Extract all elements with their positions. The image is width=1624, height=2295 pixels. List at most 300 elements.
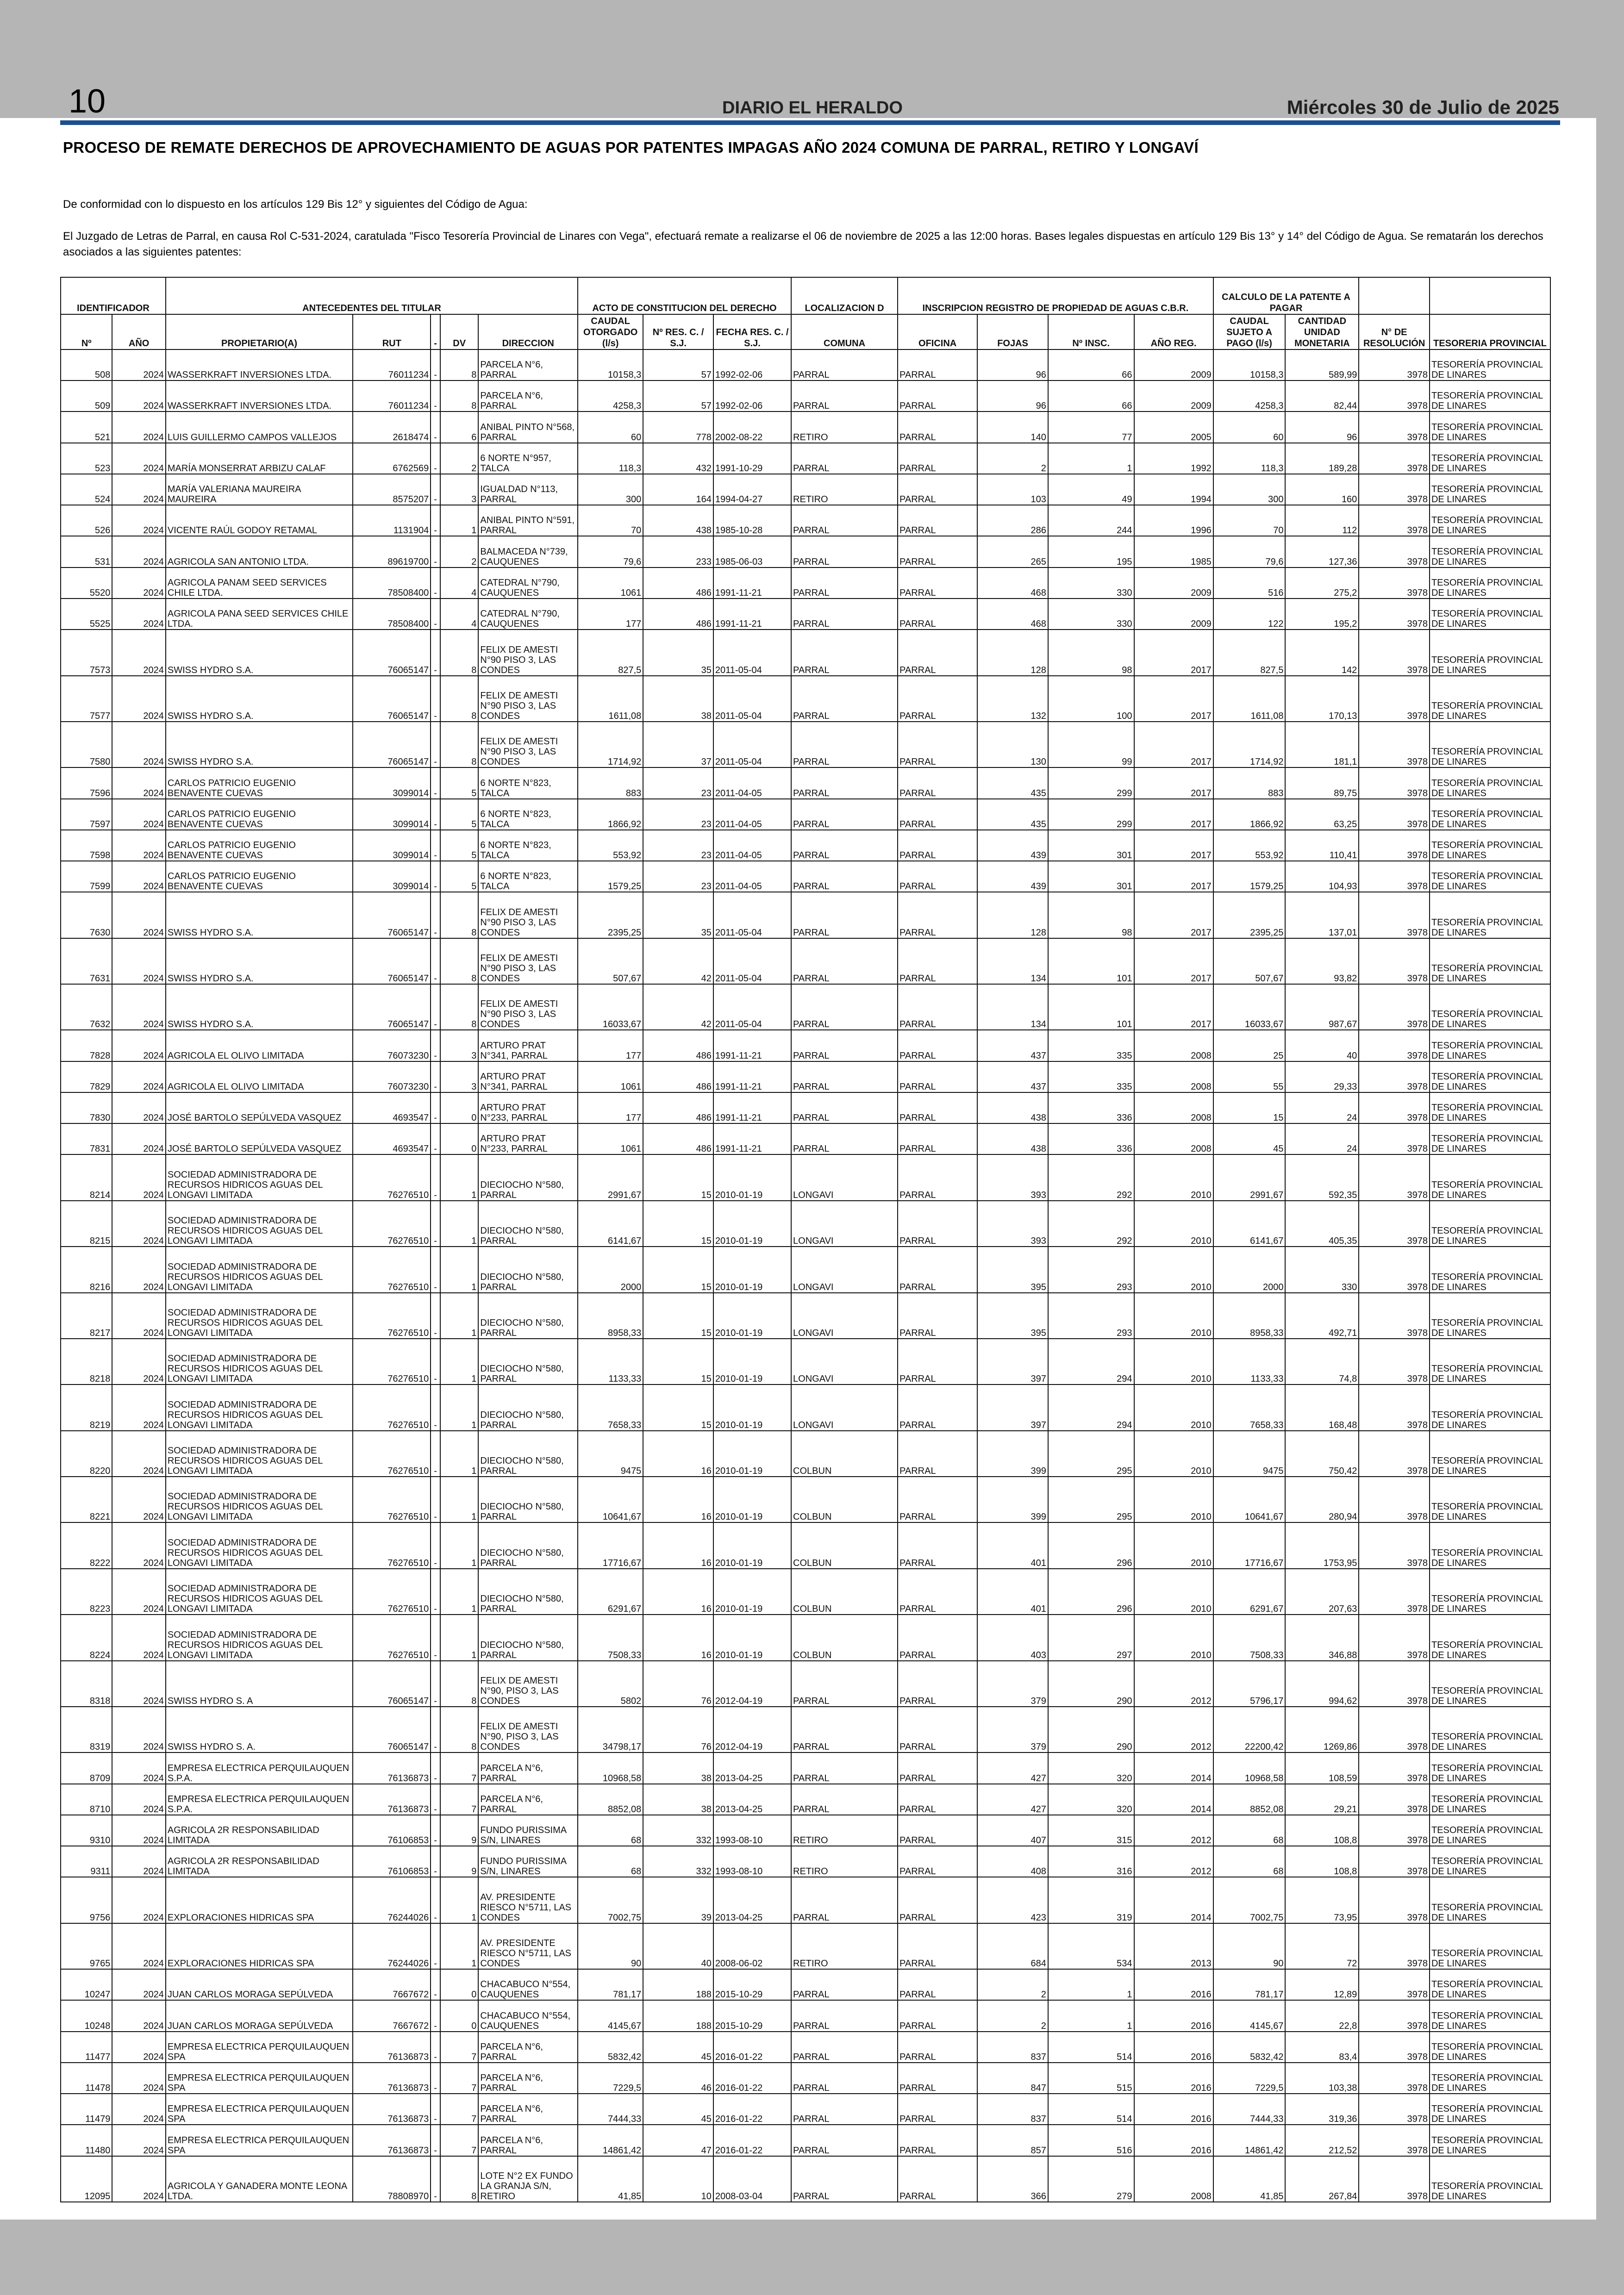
table-cell: DIECIOCHO N°580, PARRAL — [478, 1522, 578, 1568]
table-cell: PARRAL — [898, 630, 977, 675]
table-cell: 292 — [1048, 1154, 1134, 1200]
table-cell: 1993-08-10 — [713, 1815, 791, 1846]
table-cell: PARRAL — [898, 1247, 977, 1292]
table-cell: COLBUN — [791, 1477, 898, 1522]
table-cell: 76276510 — [353, 1431, 431, 1477]
table-cell: 2008 — [1134, 2156, 1213, 2202]
table-cell: 76011234 — [353, 349, 431, 380]
table-cell: 2024 — [112, 568, 166, 599]
table-cell: 3978 — [1359, 1877, 1430, 1923]
table-cell: 76073230 — [353, 1061, 431, 1092]
table-cell: - — [431, 630, 440, 675]
table-cell: PARRAL — [898, 1923, 977, 1969]
table-row — [61, 799, 1550, 830]
table-cell: 2024 — [112, 1030, 166, 1061]
table-cell: 2 — [977, 1969, 1048, 2000]
table-cell: 2015-10-29 — [713, 2000, 791, 2031]
table-cell: 6 — [440, 412, 479, 443]
table-cell: TESORERÍA PROVINCIAL DE LINARES — [1430, 2125, 1550, 2156]
table-row — [61, 2000, 1550, 2031]
table-cell: 2395,25 — [1213, 892, 1286, 938]
table-cell: 104,93 — [1285, 861, 1359, 892]
table-cell: 207,63 — [1285, 1569, 1359, 1615]
table-cell: JUAN CARLOS MORAGA SEPÚLVEDA — [166, 2000, 353, 2031]
table-cell: PARRAL — [791, 1030, 898, 1061]
table-cell: 1 — [440, 1247, 479, 1292]
table-cell: 437 — [977, 1061, 1048, 1092]
table-cell: PARRAL — [898, 2094, 977, 2125]
table-row — [61, 505, 1550, 536]
table-cell: 2024 — [112, 2156, 166, 2202]
table-cell: 98 — [1048, 630, 1134, 675]
group-empty-2 — [1430, 277, 1550, 314]
table-cell: 45 — [1213, 1123, 1286, 1154]
table-row — [61, 1339, 1550, 1384]
table-cell: 1 — [440, 1431, 479, 1477]
table-cell: TESORERÍA PROVINCIAL DE LINARES — [1430, 1154, 1550, 1200]
column-header: CANTIDAD UNIDAD MONETARIA — [1285, 314, 1359, 349]
table-cell: COLBUN — [791, 1522, 898, 1568]
table-cell: 2017 — [1134, 984, 1213, 1030]
table-cell: 9475 — [578, 1431, 643, 1477]
table-cell: TESORERÍA PROVINCIAL DE LINARES — [1430, 1123, 1550, 1154]
table-cell: 15 — [643, 1339, 713, 1384]
table-cell: TESORERÍA PROVINCIAL DE LINARES — [1430, 2156, 1550, 2202]
table-cell: 6141,67 — [1213, 1201, 1286, 1247]
table-cell: 290 — [1048, 1707, 1134, 1752]
table-cell: DIECIOCHO N°580, PARRAL — [478, 1247, 578, 1292]
table-cell: 2991,67 — [1213, 1154, 1286, 1200]
table-cell: PARRAL — [898, 380, 977, 412]
table-cell: 39 — [643, 1877, 713, 1923]
table-cell: 2010 — [1134, 1384, 1213, 1430]
table-cell: - — [431, 1661, 440, 1707]
table-cell: TESORERÍA PROVINCIAL DE LINARES — [1430, 1061, 1550, 1092]
table-cell: 8 — [440, 892, 479, 938]
table-cell: 3 — [440, 1061, 479, 1092]
table-cell: FELIX DE AMESTI N°90 PISO 3, LAS CONDES — [478, 938, 578, 984]
table-cell: 7829 — [61, 1061, 112, 1092]
table-cell: 3978 — [1359, 474, 1430, 505]
table-cell: 366 — [977, 2156, 1048, 2202]
table-cell: 96 — [977, 380, 1048, 412]
table-cell: 1 — [1048, 443, 1134, 474]
table-cell: - — [431, 1092, 440, 1123]
table-cell: PARRAL — [898, 1201, 977, 1247]
table-cell: PARRAL — [898, 1431, 977, 1477]
table-cell: 1 — [440, 1877, 479, 1923]
table-cell: 439 — [977, 861, 1048, 892]
table-cell: 3978 — [1359, 722, 1430, 767]
table-cell: TESORERÍA PROVINCIAL DE LINARES — [1430, 1969, 1550, 2000]
table-row — [61, 1661, 1550, 1707]
table-cell: 299 — [1048, 799, 1134, 830]
table-cell: TESORERÍA PROVINCIAL DE LINARES — [1430, 443, 1550, 474]
table-cell: 3978 — [1359, 1615, 1430, 1660]
table-cell: 379 — [977, 1661, 1048, 1707]
table-cell: 1579,25 — [1213, 861, 1286, 892]
table-row — [61, 599, 1550, 630]
table-cell: 4145,67 — [578, 2000, 643, 2031]
table-cell: 294 — [1048, 1339, 1134, 1384]
table-cell: 57 — [643, 349, 713, 380]
table-cell: 2024 — [112, 799, 166, 830]
table-cell: 1 — [440, 505, 479, 536]
table-cell: 7667672 — [353, 2000, 431, 2031]
table-cell: 128 — [977, 630, 1048, 675]
table-cell: EXPLORACIONES HIDRICAS SPA — [166, 1923, 353, 1969]
table-cell: 2010 — [1134, 1339, 1213, 1384]
table-cell: EMPRESA ELECTRICA PERQUILAUQUEN SPA — [166, 2032, 353, 2063]
table-cell: 3978 — [1359, 630, 1430, 675]
table-cell: 2024 — [112, 1923, 166, 1969]
table-cell: 38 — [643, 1784, 713, 1815]
table-cell: 29,33 — [1285, 1061, 1359, 1092]
table-cell: 2024 — [112, 1877, 166, 1923]
table-cell: 2024 — [112, 599, 166, 630]
table-cell: 2024 — [112, 2125, 166, 2156]
table-cell: 8223 — [61, 1569, 112, 1615]
table-cell: 2016-01-22 — [713, 2063, 791, 2094]
table-cell: 68 — [578, 1815, 643, 1846]
table-cell: PARRAL — [898, 1615, 977, 1660]
table-cell: DIECIOCHO N°580, PARRAL — [478, 1615, 578, 1660]
table-row — [61, 1877, 1550, 1923]
table-cell: 486 — [643, 1061, 713, 1092]
table-cell: PARRAL — [898, 1969, 977, 2000]
table-cell: 2024 — [112, 2000, 166, 2031]
table-cell: FELIX DE AMESTI N°90, PISO 3, LAS CONDES — [478, 1661, 578, 1707]
table-cell: 8224 — [61, 1615, 112, 1660]
table-row — [61, 1522, 1550, 1568]
table-cell: 2024 — [112, 1092, 166, 1123]
table-cell: EMPRESA ELECTRICA PERQUILAUQUEN SPA — [166, 2094, 353, 2125]
table-cell: SWISS HYDRO S. A — [166, 1661, 353, 1707]
table-cell: 301 — [1048, 830, 1134, 861]
table-cell: 5 — [440, 799, 479, 830]
table-cell: 296 — [1048, 1522, 1134, 1568]
table-cell: PARRAL — [791, 443, 898, 474]
table-cell: 3978 — [1359, 861, 1430, 892]
table-cell: 7828 — [61, 1030, 112, 1061]
table-cell: AGRICOLA Y GANADERA MONTE LEONA LTDA. — [166, 2156, 353, 2202]
table-cell: TESORERÍA PROVINCIAL DE LINARES — [1430, 630, 1550, 675]
table-cell: 1991-10-29 — [713, 443, 791, 474]
table-cell: 1 — [440, 1522, 479, 1568]
table-cell: 2010-01-19 — [713, 1384, 791, 1430]
table-cell: PARRAL — [791, 2156, 898, 2202]
table-cell: 2 — [440, 536, 479, 567]
table-cell: 2024 — [112, 349, 166, 380]
table-cell: - — [431, 349, 440, 380]
table-cell: 7667672 — [353, 1969, 431, 2000]
table-cell: 101 — [1048, 984, 1134, 1030]
table-cell: 76244026 — [353, 1923, 431, 1969]
table-cell: 68 — [578, 1846, 643, 1877]
table-cell: COLBUN — [791, 1615, 898, 1660]
table-row — [61, 1477, 1550, 1522]
table-cell: 486 — [643, 568, 713, 599]
table-cell: 17716,67 — [1213, 1522, 1286, 1568]
table-cell: 1993-08-10 — [713, 1846, 791, 1877]
table-cell: PARRAL — [898, 1061, 977, 1092]
table-cell: 4693547 — [353, 1123, 431, 1154]
table-cell: 435 — [977, 799, 1048, 830]
table-cell: TESORERÍA PROVINCIAL DE LINARES — [1430, 984, 1550, 1030]
table-cell: LONGAVI — [791, 1339, 898, 1384]
table-cell: 1 — [440, 1477, 479, 1522]
table-cell: EMPRESA ELECTRICA PERQUILAUQUEN S.P.A. — [166, 1752, 353, 1784]
table-cell: 2017 — [1134, 938, 1213, 984]
table-cell: 7577 — [61, 676, 112, 722]
table-cell: 8 — [440, 1661, 479, 1707]
table-cell: 3978 — [1359, 1707, 1430, 1752]
table-cell: 883 — [578, 767, 643, 798]
table-cell: 2010-01-19 — [713, 1477, 791, 1522]
table-cell: PARRAL — [791, 1877, 898, 1923]
table-cell: 847 — [977, 2063, 1048, 2094]
column-header: Nº INSC. — [1048, 314, 1134, 349]
table-cell: - — [431, 1969, 440, 2000]
table-cell: 3978 — [1359, 1784, 1430, 1815]
table-cell: 1 — [440, 1339, 479, 1384]
table-cell: PARRAL — [898, 1661, 977, 1707]
table-cell: 3978 — [1359, 568, 1430, 599]
table-cell: 1 — [1048, 2000, 1134, 2031]
table-cell: TESORERÍA PROVINCIAL DE LINARES — [1430, 2094, 1550, 2125]
table-cell: - — [431, 380, 440, 412]
table-cell: 2024 — [112, 412, 166, 443]
table-cell: 1061 — [578, 568, 643, 599]
table-cell: 3978 — [1359, 984, 1430, 1030]
table-cell: AGRICOLA EL OLIVO LIMITADA — [166, 1030, 353, 1061]
table-cell: 3978 — [1359, 2063, 1430, 2094]
column-header-row — [61, 314, 1550, 349]
table-cell: 265 — [977, 536, 1048, 567]
table-cell: 3978 — [1359, 1752, 1430, 1784]
table-cell: 2024 — [112, 380, 166, 412]
table-cell: - — [431, 1923, 440, 1969]
table-cell: SWISS HYDRO S.A. — [166, 630, 353, 675]
table-cell: TESORERÍA PROVINCIAL DE LINARES — [1430, 1569, 1550, 1615]
table-cell: 395 — [977, 1247, 1048, 1292]
table-cell: 408 — [977, 1846, 1048, 1877]
table-cell: 7444,33 — [578, 2094, 643, 2125]
table-cell: 332 — [643, 1846, 713, 1877]
table-cell: 2024 — [112, 830, 166, 861]
table-cell: 38 — [643, 1752, 713, 1784]
column-header: FOJAS — [977, 314, 1048, 349]
table-cell: JUAN CARLOS MORAGA SEPÚLVEDA — [166, 1969, 353, 2000]
table-cell: 24 — [1285, 1123, 1359, 1154]
table-cell: WASSERKRAFT INVERSIONES LTDA. — [166, 349, 353, 380]
table-cell: PARCELA N°6, PARRAL — [478, 1752, 578, 1784]
table-cell: 76276510 — [353, 1339, 431, 1384]
table-cell: 5525 — [61, 599, 112, 630]
table-cell: 293 — [1048, 1293, 1134, 1339]
table-cell: TESORERÍA PROVINCIAL DE LINARES — [1430, 676, 1550, 722]
table-cell: 8575207 — [353, 474, 431, 505]
table-cell: 2011-05-04 — [713, 630, 791, 675]
table-cell: PARCELA N°6, PARRAL — [478, 2063, 578, 2094]
table-cell: RETIRO — [791, 1846, 898, 1877]
table-cell: 1714,92 — [578, 722, 643, 767]
table-cell: 2016 — [1134, 2094, 1213, 2125]
table-cell: 2024 — [112, 1784, 166, 1815]
table-cell: 16033,67 — [1213, 984, 1286, 1030]
table-cell: 76136873 — [353, 2063, 431, 2094]
table-cell: 2024 — [112, 1201, 166, 1247]
table-cell: 1714,92 — [1213, 722, 1286, 767]
table-cell: 5832,42 — [1213, 2032, 1286, 2063]
table-cell: 1131904 — [353, 505, 431, 536]
table-row — [61, 568, 1550, 599]
table-cell: 8222 — [61, 1522, 112, 1568]
table-cell: 195 — [1048, 536, 1134, 567]
table-cell: PARRAL — [898, 676, 977, 722]
table-cell: 1 — [440, 1923, 479, 1969]
table-cell: 2011-05-04 — [713, 676, 791, 722]
table-cell: 1996 — [1134, 505, 1213, 536]
table-cell: 1991-11-21 — [713, 1030, 791, 1061]
table-cell: TESORERÍA PROVINCIAL DE LINARES — [1430, 938, 1550, 984]
table-cell: 435 — [977, 767, 1048, 798]
table-cell: 8221 — [61, 1477, 112, 1522]
table-cell: 3978 — [1359, 1569, 1430, 1615]
table-cell: 837 — [977, 2094, 1048, 2125]
table-cell: 168,48 — [1285, 1384, 1359, 1430]
table-cell: 9765 — [61, 1923, 112, 1969]
table-cell: 15 — [643, 1201, 713, 1247]
table-cell: 1061 — [578, 1123, 643, 1154]
table-cell: 523 — [61, 443, 112, 474]
table-cell: 292 — [1048, 1201, 1134, 1247]
table-cell: 76011234 — [353, 380, 431, 412]
table-cell: PARRAL — [791, 1784, 898, 1815]
table-body — [61, 349, 1550, 2202]
table-cell: 1 — [440, 1201, 479, 1247]
table-cell: 76276510 — [353, 1293, 431, 1339]
table-cell: 76 — [643, 1661, 713, 1707]
table-cell: 2010 — [1134, 1154, 1213, 1200]
table-cell: 2011-05-04 — [713, 892, 791, 938]
table-cell: 2024 — [112, 1815, 166, 1846]
table-cell: 23 — [643, 767, 713, 798]
table-cell: FELIX DE AMESTI N°90 PISO 3, LAS CONDES — [478, 722, 578, 767]
table-cell: 83,4 — [1285, 2032, 1359, 2063]
table-cell: 336 — [1048, 1123, 1134, 1154]
column-header: DV — [440, 314, 479, 349]
table-cell: 2010-01-19 — [713, 1154, 791, 1200]
notice-title: PROCESO DE REMATE DERECHOS DE APROVECHAMIENTO DE AGUAS POR PATENTES IMPAGAS AÑO 2024 COMUNA DE PARRAL, RETIRO Y LONGAVÍ — [63, 139, 1199, 156]
table-cell: PARRAL — [898, 1477, 977, 1522]
table-cell: 37 — [643, 722, 713, 767]
intro-paragraph-2: El Juzgado de Letras de Parral, en causa Rol C-531-2024, caratulada "Fisco Tesorería Provincial de Linares con Vega", efectuará remate a realizarse el 06 de noviembre de 2025 a las 12:00 horas. Bases legales dispuestas en artículo 129 Bis 13° y 14° del Código de Agua. Se rematarán los derechos asociados a las siguientes patentes: — [63, 230, 1543, 258]
table-cell: 2024 — [112, 630, 166, 675]
table-cell: 89,75 — [1285, 767, 1359, 798]
table-cell: 514 — [1048, 2032, 1134, 2063]
table-cell: 3978 — [1359, 1092, 1430, 1123]
table-cell: 320 — [1048, 1784, 1134, 1815]
table-cell: 0 — [440, 1092, 479, 1123]
table-row — [61, 2125, 1550, 2156]
table-cell: 509 — [61, 380, 112, 412]
table-cell: VICENTE RAÚL GODOY RETAMAL — [166, 505, 353, 536]
table-cell: - — [431, 599, 440, 630]
table-cell: TESORERÍA PROVINCIAL DE LINARES — [1430, 536, 1550, 567]
table-cell: 6291,67 — [578, 1569, 643, 1615]
table-cell: - — [431, 830, 440, 861]
table-cell: - — [431, 412, 440, 443]
table-cell: 2024 — [112, 1969, 166, 2000]
table-cell: 122 — [1213, 599, 1286, 630]
table-cell: 2000 — [1213, 1247, 1286, 1292]
table-cell: 300 — [578, 474, 643, 505]
table-cell: 212,52 — [1285, 2125, 1359, 2156]
table-cell: 4 — [440, 568, 479, 599]
table-cell: 8220 — [61, 1431, 112, 1477]
table-cell: 1991-11-21 — [713, 1061, 791, 1092]
table-cell: 110,41 — [1285, 830, 1359, 861]
table-cell: 468 — [977, 599, 1048, 630]
table-cell: 297 — [1048, 1615, 1134, 1660]
table-cell: DIECIOCHO N°580, PARRAL — [478, 1569, 578, 1615]
table-cell: 134 — [977, 984, 1048, 1030]
table-cell: 316 — [1048, 1846, 1134, 1877]
table-cell: 2024 — [112, 2063, 166, 2094]
table-cell: 330 — [1285, 1247, 1359, 1292]
table-cell: 994,62 — [1285, 1661, 1359, 1707]
table-cell: 2017 — [1134, 630, 1213, 675]
table-cell: 2010 — [1134, 1615, 1213, 1660]
table-cell: 5 — [440, 830, 479, 861]
table-cell: TESORERÍA PROVINCIAL DE LINARES — [1430, 380, 1550, 412]
table-cell: 35 — [643, 630, 713, 675]
table-cell: 118,3 — [1213, 443, 1286, 474]
table-cell: 7630 — [61, 892, 112, 938]
table-cell: TESORERÍA PROVINCIAL DE LINARES — [1430, 1815, 1550, 1846]
table-cell: LUIS GUILLERMO CAMPOS VALLEJOS — [166, 412, 353, 443]
table-cell: 7573 — [61, 630, 112, 675]
table-cell: 405,35 — [1285, 1201, 1359, 1247]
table-cell: 2017 — [1134, 861, 1213, 892]
table-cell: TESORERÍA PROVINCIAL DE LINARES — [1430, 474, 1550, 505]
table-cell: PARRAL — [898, 1293, 977, 1339]
table-cell: 3099014 — [353, 830, 431, 861]
column-header: AÑO — [112, 314, 166, 349]
table-cell: CATEDRAL N°790, CAUQUENES — [478, 568, 578, 599]
table-cell: 112 — [1285, 505, 1359, 536]
table-cell: 12,89 — [1285, 1969, 1359, 2000]
table-cell: 2014 — [1134, 1752, 1213, 1784]
table-cell: JOSÉ BARTOLO SEPÚLVEDA VASQUEZ — [166, 1123, 353, 1154]
table-cell: 2016 — [1134, 2125, 1213, 2156]
table-cell: 2008-06-02 — [713, 1923, 791, 1969]
table-cell: 295 — [1048, 1477, 1134, 1522]
table-cell: 280,94 — [1285, 1477, 1359, 1522]
table-cell: - — [431, 568, 440, 599]
table-row — [61, 1846, 1550, 1877]
table-cell: LONGAVI — [791, 1293, 898, 1339]
table-cell: AGRICOLA 2R RESPONSABILIDAD LIMITADA — [166, 1815, 353, 1846]
table-cell: 2008 — [1134, 1123, 1213, 1154]
table-cell: 49 — [1048, 474, 1134, 505]
table-cell: 507,67 — [1213, 938, 1286, 984]
table-cell: 108,8 — [1285, 1815, 1359, 1846]
table-row — [61, 1092, 1550, 1123]
table-cell: 2010-01-19 — [713, 1201, 791, 1247]
table-cell: 16 — [643, 1477, 713, 1522]
